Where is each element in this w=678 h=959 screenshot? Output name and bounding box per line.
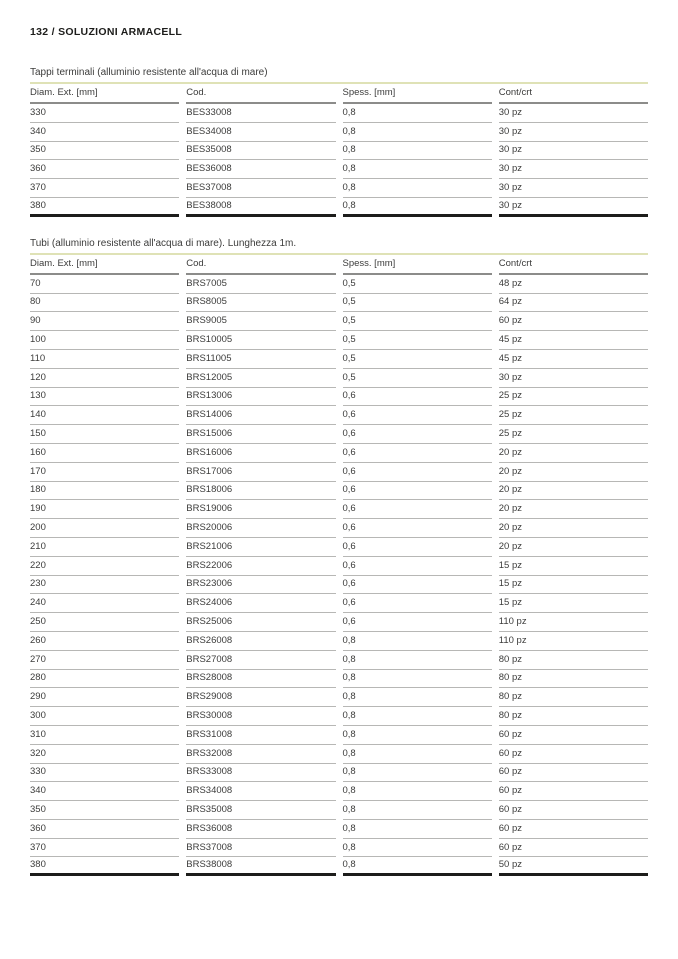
cell: 0,5 xyxy=(343,294,492,313)
cell: 0,8 xyxy=(343,820,492,839)
cell: 0,8 xyxy=(343,688,492,707)
cell: 80 xyxy=(30,294,179,313)
cell: 0,5 xyxy=(343,350,492,369)
cell: 290 xyxy=(30,688,179,707)
cell: 0,8 xyxy=(343,651,492,670)
cell: 60 pz xyxy=(499,801,648,820)
cell: 370 xyxy=(30,839,179,858)
cell: BRS31008 xyxy=(186,726,335,745)
cell: BRS14006 xyxy=(186,406,335,425)
cell: BRS28008 xyxy=(186,670,335,689)
cell: BES37008 xyxy=(186,179,335,198)
cell: BRS11005 xyxy=(186,350,335,369)
cell: 80 pz xyxy=(499,651,648,670)
cell: 0,8 xyxy=(343,179,492,198)
cell: 15 pz xyxy=(499,576,648,595)
cell: 0,6 xyxy=(343,594,492,613)
cell: BRS22006 xyxy=(186,557,335,576)
cell: 130 xyxy=(30,388,179,407)
cell: 150 xyxy=(30,425,179,444)
cell: 80 pz xyxy=(499,707,648,726)
cell: 140 xyxy=(30,406,179,425)
cell: 110 xyxy=(30,350,179,369)
cell: BRS9005 xyxy=(186,312,335,331)
cell: 260 xyxy=(30,632,179,651)
cell: 60 pz xyxy=(499,726,648,745)
cell: 190 xyxy=(30,500,179,519)
cell: 15 pz xyxy=(499,594,648,613)
cell: BRS34008 xyxy=(186,782,335,801)
cell: 0,6 xyxy=(343,482,492,501)
cell: 20 pz xyxy=(499,500,648,519)
cell: BES38008 xyxy=(186,198,335,217)
cell: 30 pz xyxy=(499,160,648,179)
cell: BES36008 xyxy=(186,160,335,179)
table-section-tappi-terminali xyxy=(30,67,648,217)
cell: BES34008 xyxy=(186,123,335,142)
cell: 0,8 xyxy=(343,801,492,820)
cell: 60 pz xyxy=(499,839,648,858)
cell: 0,6 xyxy=(343,388,492,407)
cell: 350 xyxy=(30,801,179,820)
cell: BRS21006 xyxy=(186,538,335,557)
cell: BES33008 xyxy=(186,104,335,123)
cell: 20 pz xyxy=(499,519,648,538)
cell: 25 pz xyxy=(499,388,648,407)
cell: 360 xyxy=(30,820,179,839)
cell: 0,6 xyxy=(343,557,492,576)
cell: 340 xyxy=(30,123,179,142)
cell: 25 pz xyxy=(499,406,648,425)
cell: 0,8 xyxy=(343,670,492,689)
column-header: Spess. [mm] xyxy=(343,84,492,104)
cell: 80 pz xyxy=(499,670,648,689)
cell: 210 xyxy=(30,538,179,557)
cell: 45 pz xyxy=(499,350,648,369)
cell: 320 xyxy=(30,745,179,764)
cell: 48 pz xyxy=(499,275,648,294)
cell: 0,5 xyxy=(343,312,492,331)
cell: 180 xyxy=(30,482,179,501)
cell: 64 pz xyxy=(499,294,648,313)
cell: 50 pz xyxy=(499,857,648,876)
cell: 270 xyxy=(30,651,179,670)
cell: 370 xyxy=(30,179,179,198)
cell: BRS18006 xyxy=(186,482,335,501)
column-header: Spess. [mm] xyxy=(343,255,492,275)
cell: 80 pz xyxy=(499,688,648,707)
cell: 0,8 xyxy=(343,839,492,858)
cell: 90 xyxy=(30,312,179,331)
cell: BRS33008 xyxy=(186,764,335,783)
cell: 200 xyxy=(30,519,179,538)
cell: 0,8 xyxy=(343,198,492,217)
cell: 0,8 xyxy=(343,764,492,783)
cell: 0,5 xyxy=(343,331,492,350)
cell: BRS19006 xyxy=(186,500,335,519)
cell: 330 xyxy=(30,104,179,123)
cell: 30 pz xyxy=(499,198,648,217)
column-header: Cod. xyxy=(186,255,335,275)
cell: BRS29008 xyxy=(186,688,335,707)
cell: 0,8 xyxy=(343,123,492,142)
cell: BRS17006 xyxy=(186,463,335,482)
cell: 0,6 xyxy=(343,613,492,632)
cell: BRS35008 xyxy=(186,801,335,820)
cell: 170 xyxy=(30,463,179,482)
cell: 110 pz xyxy=(499,613,648,632)
cell: BRS27008 xyxy=(186,651,335,670)
cell: 60 pz xyxy=(499,820,648,839)
cell: BRS10005 xyxy=(186,331,335,350)
cell: 380 xyxy=(30,857,179,876)
cell: 0,8 xyxy=(343,857,492,876)
cell: 350 xyxy=(30,142,179,161)
cell: 20 pz xyxy=(499,538,648,557)
cell: 220 xyxy=(30,557,179,576)
cell: 0,5 xyxy=(343,275,492,294)
cell: 30 pz xyxy=(499,179,648,198)
cell: 0,6 xyxy=(343,463,492,482)
column-header: Diam. Ext. [mm] xyxy=(30,84,179,104)
column-header: Cod. xyxy=(186,84,335,104)
cell: 250 xyxy=(30,613,179,632)
cell: 230 xyxy=(30,576,179,595)
cell: 240 xyxy=(30,594,179,613)
cell: BRS30008 xyxy=(186,707,335,726)
table-section-tubi xyxy=(30,238,648,877)
table xyxy=(30,255,648,877)
column-header: Cont/crt xyxy=(499,255,648,275)
column-header: Diam. Ext. [mm] xyxy=(30,255,179,275)
cell: 45 pz xyxy=(499,331,648,350)
cell: 15 pz xyxy=(499,557,648,576)
cell: 0,5 xyxy=(343,369,492,388)
cell: 0,8 xyxy=(343,707,492,726)
cell: 0,8 xyxy=(343,632,492,651)
cell: 300 xyxy=(30,707,179,726)
cell: BRS16006 xyxy=(186,444,335,463)
cell: BRS7005 xyxy=(186,275,335,294)
table-title: Tubi (alluminio resistente all'acqua di mare). Lunghezza 1m. xyxy=(30,238,648,255)
cell: 0,6 xyxy=(343,538,492,557)
cell: 20 pz xyxy=(499,482,648,501)
cell: BRS20006 xyxy=(186,519,335,538)
cell: 0,8 xyxy=(343,142,492,161)
cell: 0,6 xyxy=(343,406,492,425)
cell: 310 xyxy=(30,726,179,745)
cell: 340 xyxy=(30,782,179,801)
cell: 0,8 xyxy=(343,160,492,179)
cell: BRS25006 xyxy=(186,613,335,632)
cell: BRS8005 xyxy=(186,294,335,313)
cell: BRS13006 xyxy=(186,388,335,407)
cell: 0,6 xyxy=(343,425,492,444)
cell: 0,6 xyxy=(343,500,492,519)
cell: 30 pz xyxy=(499,369,648,388)
cell: 160 xyxy=(30,444,179,463)
cell: BRS26008 xyxy=(186,632,335,651)
table-title: Tappi terminali (alluminio resistente all'acqua di mare) xyxy=(30,67,648,84)
column-header: Cont/crt xyxy=(499,84,648,104)
cell: 60 pz xyxy=(499,764,648,783)
cell: BRS23006 xyxy=(186,576,335,595)
cell: 20 pz xyxy=(499,444,648,463)
cell: 60 pz xyxy=(499,745,648,764)
cell: 70 xyxy=(30,275,179,294)
cell: 30 pz xyxy=(499,123,648,142)
table xyxy=(30,84,648,217)
cell: 60 pz xyxy=(499,312,648,331)
cell: BRS38008 xyxy=(186,857,335,876)
cell: 60 pz xyxy=(499,782,648,801)
cell: 0,6 xyxy=(343,519,492,538)
page-header: 132 / SOLUZIONI ARMACELL xyxy=(30,26,183,38)
cell: 30 pz xyxy=(499,142,648,161)
cell: BRS37008 xyxy=(186,839,335,858)
cell: 380 xyxy=(30,198,179,217)
cell: BRS36008 xyxy=(186,820,335,839)
cell: 0,8 xyxy=(343,745,492,764)
cell: BRS12005 xyxy=(186,369,335,388)
cell: 0,8 xyxy=(343,726,492,745)
cell: BRS15006 xyxy=(186,425,335,444)
cell: 20 pz xyxy=(499,463,648,482)
cell: BES35008 xyxy=(186,142,335,161)
cell: 25 pz xyxy=(499,425,648,444)
cell: 100 xyxy=(30,331,179,350)
cell: BRS32008 xyxy=(186,745,335,764)
cell: 280 xyxy=(30,670,179,689)
cell: BRS24006 xyxy=(186,594,335,613)
cell: 360 xyxy=(30,160,179,179)
cell: 0,6 xyxy=(343,444,492,463)
cell: 30 pz xyxy=(499,104,648,123)
cell: 120 xyxy=(30,369,179,388)
cell: 0,8 xyxy=(343,782,492,801)
cell: 330 xyxy=(30,764,179,783)
cell: 110 pz xyxy=(499,632,648,651)
cell: 0,6 xyxy=(343,576,492,595)
cell: 0,8 xyxy=(343,104,492,123)
